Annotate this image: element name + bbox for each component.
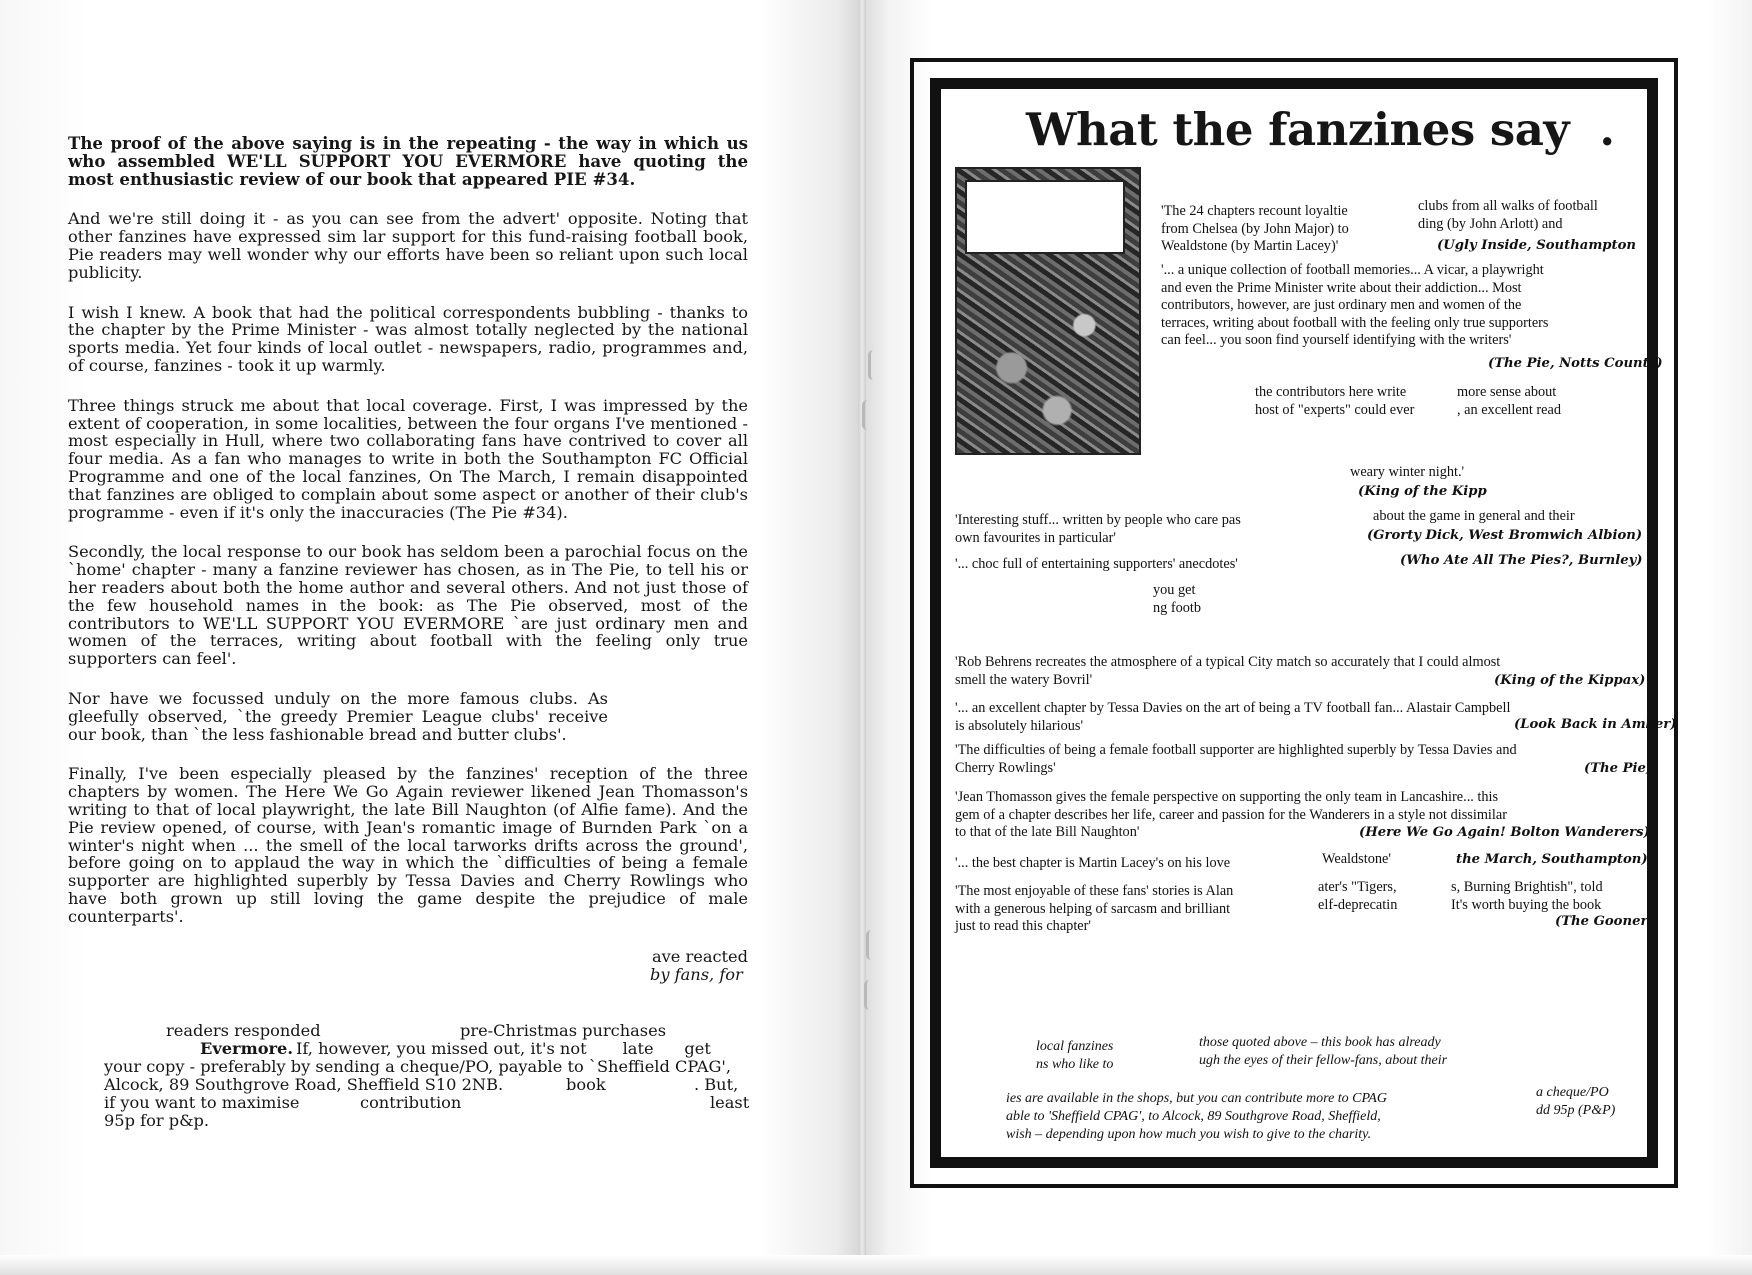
review-quote: Wealdstone' [1322, 851, 1391, 867]
book-cover-title-box [965, 180, 1125, 254]
article-body [68, 135, 748, 947]
review-quote: 'Rob Behrens recreates the atmosphere of a typical City match so accurately that I could almost smell the watery Bovril' [955, 654, 1501, 688]
fragment-but: . But, [694, 1075, 739, 1094]
review-quote: 'Interesting stuff... written by people who care pas own favourites in particular' [955, 512, 1241, 546]
review-source: (Here We Go Again! Bolton Wanderers) [1359, 825, 1650, 840]
fragment-least: least [710, 1093, 750, 1112]
fragment-reacted: ave reacted [652, 947, 749, 966]
review-source: (The Pie) [1584, 761, 1653, 776]
review-source: (Ugly Inside, Southampton [1437, 238, 1636, 253]
advert-footer-text: a cheque/PO dd 95p (P&P) [1536, 1085, 1616, 1118]
advert-headline: What the fanzines say . [1026, 103, 1615, 156]
review-quote: clubs from all walks of football ding (by John Arlott) and [1418, 198, 1598, 232]
binding-mark [868, 350, 881, 380]
review-quote: more sense about , an excellent read [1457, 384, 1561, 418]
fragment-maximise: if you want to maximise [104, 1093, 300, 1112]
review-quote: about the game in general and their [1373, 508, 1575, 524]
fragment-by-fans: by fans, for [650, 965, 743, 984]
review-source: (The Pie, Notts County) [1488, 356, 1663, 371]
fragment-readers: readers responded [166, 1021, 321, 1040]
review-source: the March, Southampton) [1456, 852, 1648, 867]
review-quote: ater's "Tigers, elf-deprecatin [1318, 879, 1398, 913]
review-quote: 'The 24 chapters recount loyaltie from Chelsea (by John Major) to Wealdstone (by Martin Lacey)' [1161, 203, 1349, 255]
fragment-order-line: your copy - preferably by sending a cheque/PO, payable to `Sheffield CPAG', [104, 1057, 731, 1076]
binding-mark [862, 400, 875, 430]
book-spine [858, 0, 866, 1275]
fragment-prechristmas: pre-Christmas purchases [460, 1021, 667, 1040]
review-quote: you get ng footb [1153, 582, 1202, 616]
review-source: (Look Back in Amber) [1514, 717, 1677, 732]
article-paragraph-3: I wish I knew. A book that had the political correspondents bubbling - thanks to the chapter by the Prime Minister - was almost totally neglected by the national sports media. Yet four kinds of local outlet - newspapers, radio, programmes and, of course, fanzines - took it up warmly. [68, 302, 748, 375]
advert-footer-text: local fanzines ns who like to [1036, 1039, 1114, 1072]
article-paragraph-5: Secondly, the local response to our book has seldom been a parochial focus on the `home' chapter - many a fanzine reviewer has chosen, as in The Pie, to tell his or her readers about both the home author and several others. And not just those of the few household names in the book: as The Pie observed, most of the contributors to WE'LL SUPPORT YOU EVERMORE `are just ordinary men and women of the terraces, writing about football with the feeling only true supporters can feel'. [68, 542, 748, 669]
advert-footer-text: ies are available in the shops, but you can contribute more to CPAG able to 'Sheffield CPAG', to Alcock, 89 Southgrove Road, Sheffield, wish – depending upon how much you wish to give to the charity. [1006, 1091, 1387, 1142]
review-quote: '... a unique collection of football memories... A vicar, a playwright and even the Prime Minister write about their addiction... Most contributors, however, are just ordinary men and women of the terraces, writing about football with the feeling only true supporters can feel... you soon find yourself identifying with the writers' [1161, 262, 1549, 349]
review-source: (Who Ate All The Pies?, Burnley) [1400, 553, 1643, 568]
review-source: (King of the Kipp [1358, 484, 1487, 499]
page-edge-shadow [0, 1255, 1752, 1275]
fragment-postage: 95p for p&p. [104, 1111, 210, 1130]
review-source: (The Gooner) [1555, 914, 1654, 929]
article-paragraph-7: Finally, I've been especially pleased by the fanzines' reception of the three chapters by women. The Here We Go Again reviewer likened Jean Thomasson's writing to that of local playwright, the late Bill Naughton (of Alfie fame). And the Pie review opened, of course, with Jean's romantic image of Burnden Park `on a winter's night when ... the smell of the local tarworks drifts across the ground', before going on to applaud the way in which the `difficulties of being a female supporter are highlighted superbly by Tessa Davies and Cherry Rowlings who have both grown up still loving the game despite the prejudice of male counterparts'. [68, 764, 748, 926]
article-paragraph-2: And we're still doing it - as you can see from the advert' opposite. Noting that other fanzines have expressed sim lar support for this fund-raising football book, Pie readers may well wonder why our efforts have been so reliant upon such local publicity. [68, 209, 748, 282]
review-quote: 'Jean Thomasson gives the female perspective on supporting the only team in Lancashire... this gem of a chapter describes her life, career and passion for the Wanderers in a style not dissimilar to that of the late Bill Naughton' [955, 789, 1507, 841]
review-quote: '... an excellent chapter by Tessa Davies on the art of being a TV football fan... Alastair Campbell is absolutely hilarious' [955, 700, 1511, 734]
fragment-book: book [566, 1075, 606, 1094]
review-quote: '... choc full of entertaining supporters' anecdotes' [955, 556, 1238, 572]
article-paragraph-4: Three things struck me about that local coverage. First, I was impressed by the extent of cooperation, in some localities, between the four organs I've mentioned - most especially in Hull, where two collaborating fans have contrived to cover all four media. As a fan who manages to write in both the Southampton FC Official Programme and one of the local fanzines, On The March, I remain disappointed that fanzines are obliged to complain about some aspect or another of their club's programme - even if it's only the inaccuracies (The Pie #34). [68, 395, 748, 522]
review-quote: 'The difficulties of being a female football supporter are highlighted superbly by Tessa Davies and Cherry Rowlings' [955, 742, 1517, 776]
fragment-contribution: contribution [360, 1093, 462, 1112]
review-source: (Grorty Dick, West Bromwich Albion) [1367, 528, 1643, 543]
review-quote: the contributors here write host of "experts" could ever [1255, 384, 1415, 418]
fragment-address: Alcock, 89 Southgrove Road, Sheffield S10 2NB. [104, 1075, 504, 1094]
binding-mark [864, 980, 877, 1010]
review-quote: s, Burning Brightish", told It's worth buying the book [1451, 879, 1603, 913]
fragment-missed-out: If, however, you missed out, it's not late get [296, 1039, 711, 1058]
advert-footer-text: those quoted above – this book has already ugh the eyes of their fellow-fans, about their [1199, 1035, 1448, 1068]
review-quote: weary winter night.' [1350, 464, 1465, 480]
review-quote: '... the best chapter is Martin Lacey's on his love [955, 855, 1231, 871]
article-paragraph-1: The proof of the above saying is in the repeating - the way in which us who assembled WE'LL SUPPORT YOU EVERMORE have quoting the most enthusiastic review of our book that appeared PIE #34. [68, 133, 748, 189]
review-source: (King of the Kippax) [1494, 673, 1646, 688]
review-quote: 'The most enjoyable of these fans' stories is Alan with a generous helping of sarcasm and brilliant just to read this chapter' [955, 883, 1234, 935]
article-paragraph-6: Nor have we focussed unduly on the more famous clubs. As gleefully observed, `the greedy Premier League clubs' receive our book, than `the less fashionable bread and butter clubs'. [68, 688, 608, 744]
fragment-evermore: Evermore. [200, 1039, 293, 1058]
binding-mark [866, 930, 879, 960]
